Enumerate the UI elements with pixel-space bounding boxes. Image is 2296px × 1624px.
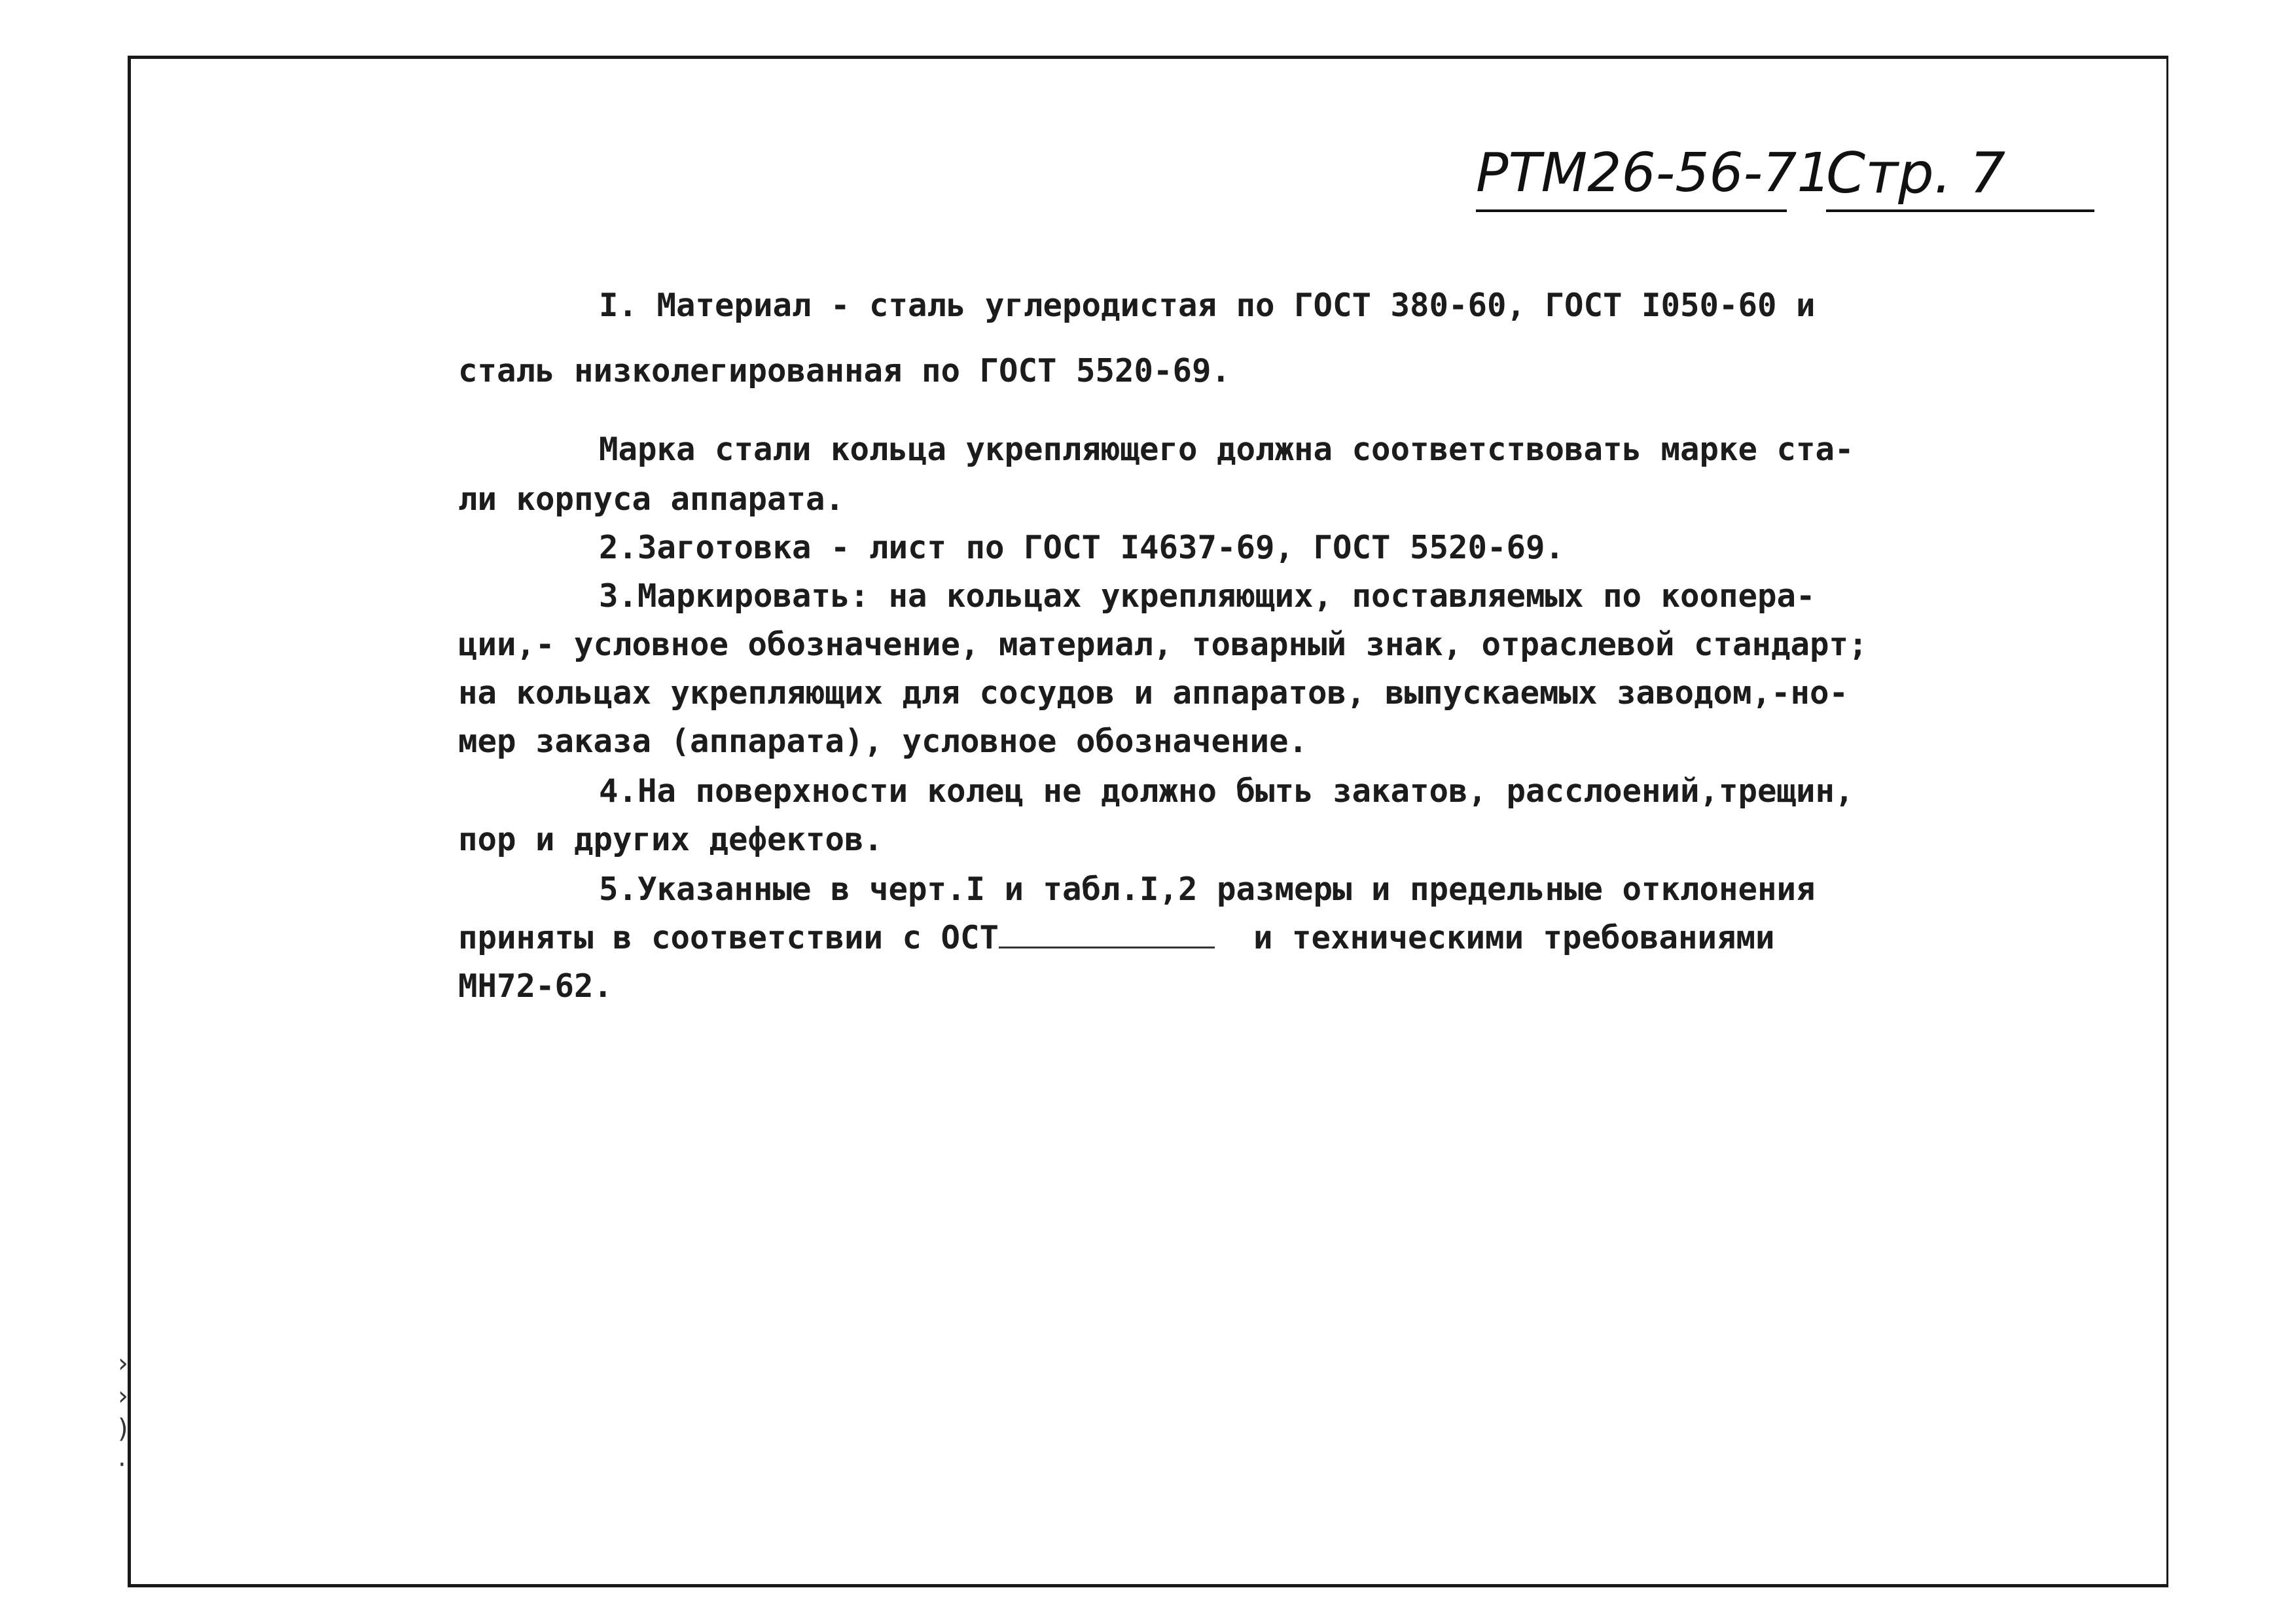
paragraph-6-line-2 bbox=[458, 914, 1775, 962]
paragraph-6-line-3: МН72-62. bbox=[458, 967, 613, 1005]
paragraph-3-line-1: 2.Заготовка - лист по ГОСТ I4637-69, ГОСТ 5520-69. bbox=[599, 529, 1565, 566]
margin-tick-mark: › bbox=[118, 1381, 128, 1411]
page-number: Стр. 7 bbox=[1826, 137, 2094, 212]
paragraph-2-line-1: Марка стали кольца укрепляющего должна соответствовать марке ста- bbox=[599, 431, 1854, 468]
paragraph-5-line-1: 4.На поверхности колец не должно быть закатов, расслоений,трещин, bbox=[599, 772, 1854, 810]
paragraph-1-line-2: сталь низколегированная по ГОСТ 5520-69. bbox=[458, 352, 1231, 389]
paragraph-6-line-1: 5.Указанные в черт.I и табл.I,2 размеры и предельные отклонения bbox=[599, 871, 1816, 908]
paragraph-4-line-4: мер заказа (аппарата), условное обозначение. bbox=[458, 723, 1308, 760]
ost-number-blank bbox=[999, 920, 1215, 948]
margin-tick-mark: ) bbox=[118, 1414, 128, 1444]
document-code: РТМ26-56-71 bbox=[1476, 137, 1787, 212]
margin-tick-mark: · bbox=[118, 1450, 126, 1480]
margin-tick-mark: › bbox=[118, 1348, 128, 1379]
paragraph-4-line-2: ции,- условное обозначение, материал, товарный знак, отраслевой стандарт; bbox=[458, 626, 1868, 663]
paragraph-5-line-2: пор и других дефектов. bbox=[458, 821, 884, 858]
paragraph-4-line-3: на кольцах укрепляющих для сосудов и аппаратов, выпускаемых заводом,-но- bbox=[458, 674, 1849, 712]
paragraph-6-line-2-start: приняты в соответствии с ОСТ bbox=[458, 919, 999, 956]
paragraph-6-line-2-end: и техническими требованиями bbox=[1253, 919, 1775, 956]
paragraph-4-line-1: 3.Маркировать: на кольцах укрепляющих, поставляемых по коопера- bbox=[599, 577, 1816, 615]
paragraph-2-line-2: ли корпуса аппарата. bbox=[458, 480, 845, 518]
paragraph-1-line-1: I. Материал - сталь углеродистая по ГОСТ 380-60, ГОСТ I050-60 и bbox=[599, 287, 1816, 324]
